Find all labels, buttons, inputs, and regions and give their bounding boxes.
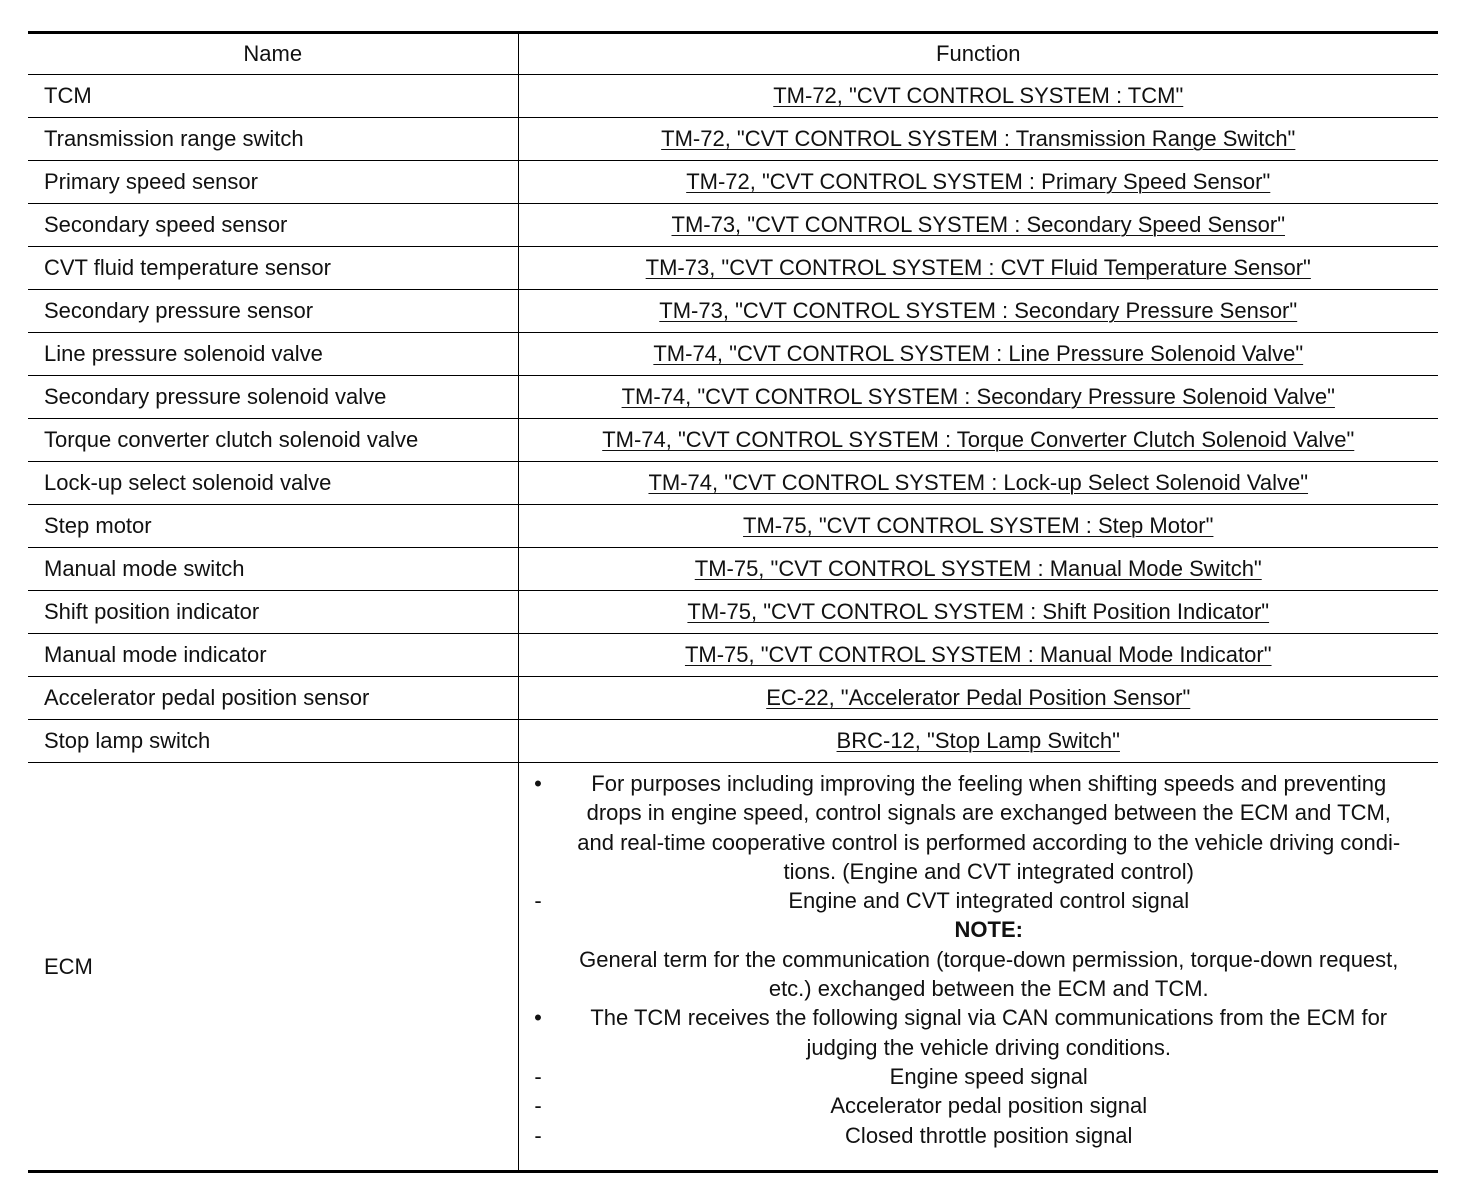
description-text: and real-time cooperative control is performed according to the vehicle driving condi- bbox=[577, 829, 1401, 855]
reference-link[interactable]: EC-22, "Accelerator Pedal Position Sensor" bbox=[766, 685, 1191, 710]
dash-marker: - bbox=[534, 1063, 542, 1089]
component-name-cell: Lock-up select solenoid valve bbox=[28, 462, 518, 505]
component-name-cell: Shift position indicator bbox=[28, 591, 518, 634]
table-row bbox=[28, 634, 1438, 677]
component-name-cell: Step motor bbox=[28, 505, 518, 548]
column-header-name: Name bbox=[28, 33, 518, 75]
description-line bbox=[529, 857, 1431, 886]
function-cell bbox=[518, 677, 1438, 720]
reference-link[interactable]: TM-75, "CVT CONTROL SYSTEM : Manual Mode Switch" bbox=[694, 556, 1262, 581]
description-text: etc.) exchanged between the ECM and TCM. bbox=[768, 976, 1209, 1002]
component-name-cell: TCM bbox=[28, 75, 518, 118]
dash-marker: - bbox=[534, 1122, 542, 1148]
reference-link[interactable]: TM-74, "CVT CONTROL SYSTEM : Torque Converter Clutch Solenoid Valve" bbox=[602, 427, 1355, 452]
description-line bbox=[529, 886, 1431, 915]
component-name-cell: Secondary speed sensor bbox=[28, 204, 518, 247]
table-row bbox=[28, 677, 1438, 720]
reference-link[interactable]: TM-73, "CVT CONTROL SYSTEM : Secondary Speed Sensor" bbox=[671, 212, 1285, 237]
table-row bbox=[28, 161, 1438, 204]
function-cell bbox=[518, 247, 1438, 290]
column-header-function: Function bbox=[518, 33, 1438, 75]
bullet-marker: • bbox=[534, 771, 542, 796]
reference-link[interactable]: TM-74, "CVT CONTROL SYSTEM : Secondary Pressure Solenoid Valve" bbox=[621, 384, 1335, 409]
table-row bbox=[28, 204, 1438, 247]
table-row bbox=[28, 290, 1438, 333]
function-cell bbox=[518, 290, 1438, 333]
description-text: General term for the communication (torque-down permission, torque-down request, bbox=[579, 946, 1399, 972]
description-line bbox=[529, 1003, 1431, 1032]
function-cell bbox=[518, 333, 1438, 376]
table-row bbox=[28, 462, 1438, 505]
component-name-cell: CVT fluid temperature sensor bbox=[28, 247, 518, 290]
reference-link[interactable]: TM-74, "CVT CONTROL SYSTEM : Lock-up Select Solenoid Valve" bbox=[648, 470, 1309, 495]
description-text: The TCM receives the following signal via CAN communications from the ECM for bbox=[590, 1005, 1388, 1031]
table-row bbox=[28, 720, 1438, 763]
component-name-cell: Accelerator pedal position sensor bbox=[28, 677, 518, 720]
reference-link[interactable]: TM-75, "CVT CONTROL SYSTEM : Shift Position Indicator" bbox=[687, 599, 1270, 624]
reference-link[interactable]: TM-72, "CVT CONTROL SYSTEM : Primary Speed Sensor" bbox=[686, 169, 1271, 194]
bullet-marker: • bbox=[534, 1005, 542, 1031]
function-cell bbox=[518, 591, 1438, 634]
description-text: judging the vehicle driving conditions. bbox=[806, 1034, 1171, 1060]
description-line bbox=[529, 1033, 1431, 1062]
component-name-cell: Manual mode indicator bbox=[28, 634, 518, 677]
ecm-description-cell bbox=[518, 763, 1438, 1172]
function-cell bbox=[518, 419, 1438, 462]
component-name-cell: Transmission range switch bbox=[28, 118, 518, 161]
component-name-cell: Manual mode switch bbox=[28, 548, 518, 591]
reference-link[interactable]: TM-72, "CVT CONTROL SYSTEM : TCM" bbox=[773, 83, 1184, 108]
dash-marker: - bbox=[534, 888, 542, 914]
description-text: Engine and CVT integrated control signal bbox=[788, 888, 1190, 914]
note-heading bbox=[529, 915, 1431, 944]
table-header-row bbox=[28, 33, 1438, 75]
reference-link[interactable]: TM-74, "CVT CONTROL SYSTEM : Line Pressure Solenoid Valve" bbox=[653, 341, 1304, 366]
component-name-cell: Torque converter clutch solenoid valve bbox=[28, 419, 518, 462]
description-line bbox=[529, 945, 1431, 974]
function-cell bbox=[518, 462, 1438, 505]
description-line bbox=[529, 769, 1431, 798]
reference-link[interactable]: TM-75, "CVT CONTROL SYSTEM : Step Motor" bbox=[743, 513, 1214, 538]
function-cell bbox=[518, 720, 1438, 763]
component-name-cell: Stop lamp switch bbox=[28, 720, 518, 763]
component-function-table bbox=[28, 31, 1438, 1173]
description-text: drops in engine speed, control signals are exchanged between the ECM and TCM, bbox=[586, 800, 1391, 826]
table-row bbox=[28, 505, 1438, 548]
ecm-description bbox=[529, 769, 1431, 1150]
description-text: Accelerator pedal position signal bbox=[830, 1093, 1148, 1119]
function-cell bbox=[518, 75, 1438, 118]
function-cell bbox=[518, 118, 1438, 161]
component-name-cell: Secondary pressure solenoid valve bbox=[28, 376, 518, 419]
function-cell bbox=[518, 161, 1438, 204]
dash-marker: - bbox=[534, 1093, 542, 1119]
description-text: For purposes including improving the feeling when shifting speeds and preventing bbox=[591, 771, 1387, 796]
table-row bbox=[28, 591, 1438, 634]
table-row bbox=[28, 376, 1438, 419]
description-line bbox=[529, 828, 1431, 857]
table-row bbox=[28, 419, 1438, 462]
description-text: Engine speed signal bbox=[889, 1063, 1088, 1089]
reference-link[interactable]: TM-75, "CVT CONTROL SYSTEM : Manual Mode Indicator" bbox=[684, 642, 1272, 667]
table-row-ecm bbox=[28, 763, 1438, 1172]
component-name-cell: Secondary pressure sensor bbox=[28, 290, 518, 333]
description-line bbox=[529, 1062, 1431, 1091]
reference-link[interactable]: TM-73, "CVT CONTROL SYSTEM : CVT Fluid Temperature Sensor" bbox=[645, 255, 1311, 280]
reference-link[interactable]: BRC-12, "Stop Lamp Switch" bbox=[836, 728, 1120, 753]
function-cell bbox=[518, 204, 1438, 247]
reference-link[interactable]: TM-72, "CVT CONTROL SYSTEM : Transmission Range Switch" bbox=[661, 126, 1296, 151]
description-text: Closed throttle position signal bbox=[845, 1122, 1133, 1148]
description-line bbox=[529, 1091, 1431, 1120]
component-name-cell: ECM bbox=[28, 763, 518, 1172]
function-cell bbox=[518, 376, 1438, 419]
table-row bbox=[28, 247, 1438, 290]
table-row bbox=[28, 75, 1438, 118]
description-text: tions. (Engine and CVT integrated control) bbox=[783, 858, 1194, 884]
function-cell bbox=[518, 548, 1438, 591]
reference-link[interactable]: TM-73, "CVT CONTROL SYSTEM : Secondary Pressure Sensor" bbox=[659, 298, 1298, 323]
description-line bbox=[529, 798, 1431, 827]
table-row bbox=[28, 333, 1438, 376]
component-name-cell: Line pressure solenoid valve bbox=[28, 333, 518, 376]
function-cell bbox=[518, 634, 1438, 677]
table-row bbox=[28, 548, 1438, 591]
description-text: NOTE: bbox=[954, 917, 1023, 943]
description-line bbox=[529, 1121, 1431, 1150]
description-line bbox=[529, 974, 1431, 1003]
function-cell bbox=[518, 505, 1438, 548]
table-row bbox=[28, 118, 1438, 161]
component-name-cell: Primary speed sensor bbox=[28, 161, 518, 204]
